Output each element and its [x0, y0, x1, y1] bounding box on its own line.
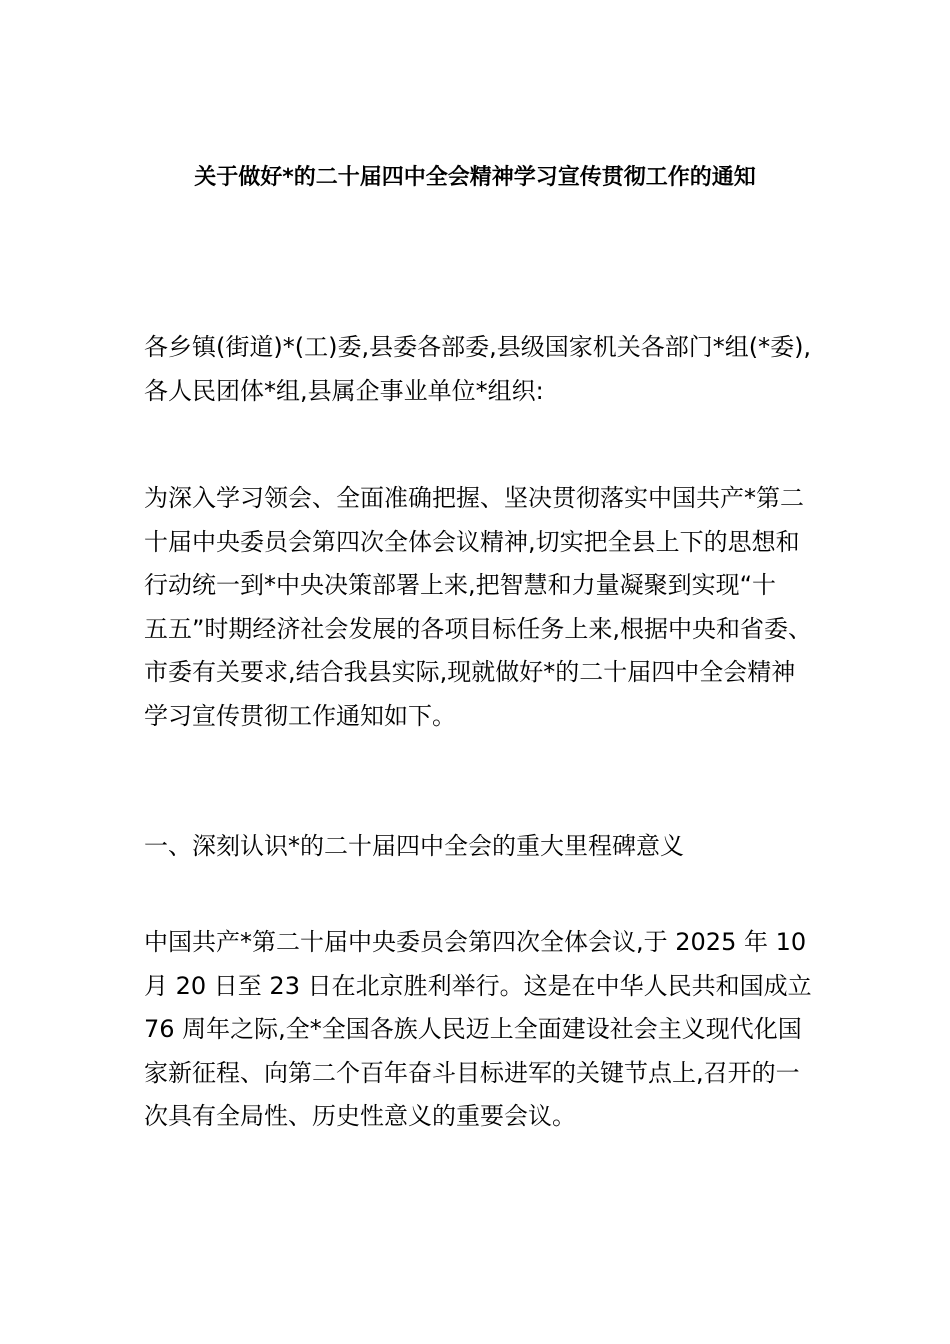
intro-line: 市委有关要求,结合我县实际,现就做好*的二十届四中全会精神 [144, 658, 796, 686]
section-body-line: 中国共产*第二十届中央委员会第四次全体会议,于 2025 年 10 [144, 928, 807, 956]
document-title: 关于做好*的二十届四中全会精神学习宣传贯彻工作的通知 [194, 165, 756, 190]
intro-line: 十届中央委员会第四次全体会议精神,切实把全县上下的思想和 [144, 527, 800, 556]
section-body-line: 月 20 日至 23 日在北京胜利举行。这是在中华人民共和国成立 [144, 971, 812, 1000]
intro-paragraph [144, 477, 824, 738]
intro-line: 为深入学习领会、全面准确把握、坚决贯彻落实中国共产*第二 [144, 484, 804, 512]
addressee-line: 各乡镇(街道)*(工)委,县委各部委,县级国家机关各部门*组(*委), [144, 333, 812, 361]
intro-line: 五五”时期经济社会发展的各项目标任务上来,根据中央和省委、 [144, 614, 813, 643]
section-heading [144, 825, 824, 869]
addressee-line: 各人民团体*组,县属企事业单位*组织: [144, 376, 544, 405]
intro-line: 行动统一到*中央决策部署上来,把智慧和力量凝聚到实现“十 [144, 571, 777, 599]
section-body-line: 76 周年之际,全*全国各族人民迈上全面建设社会主义现代化国 [144, 1015, 802, 1043]
section-body-line: 次具有全局性、历史性意义的重要会议。 [144, 1102, 576, 1130]
addressee-paragraph [144, 326, 824, 413]
section-heading-text: 一、深刻认识*的二十届四中全会的重大里程碑意义 [144, 832, 684, 860]
section-body-line: 家新征程、向第二个百年奋斗目标进军的关键节点上,召开的一 [144, 1058, 800, 1087]
section-body-paragraph [144, 921, 824, 1139]
intro-line: 学习宣传贯彻工作通知如下。 [144, 701, 456, 730]
